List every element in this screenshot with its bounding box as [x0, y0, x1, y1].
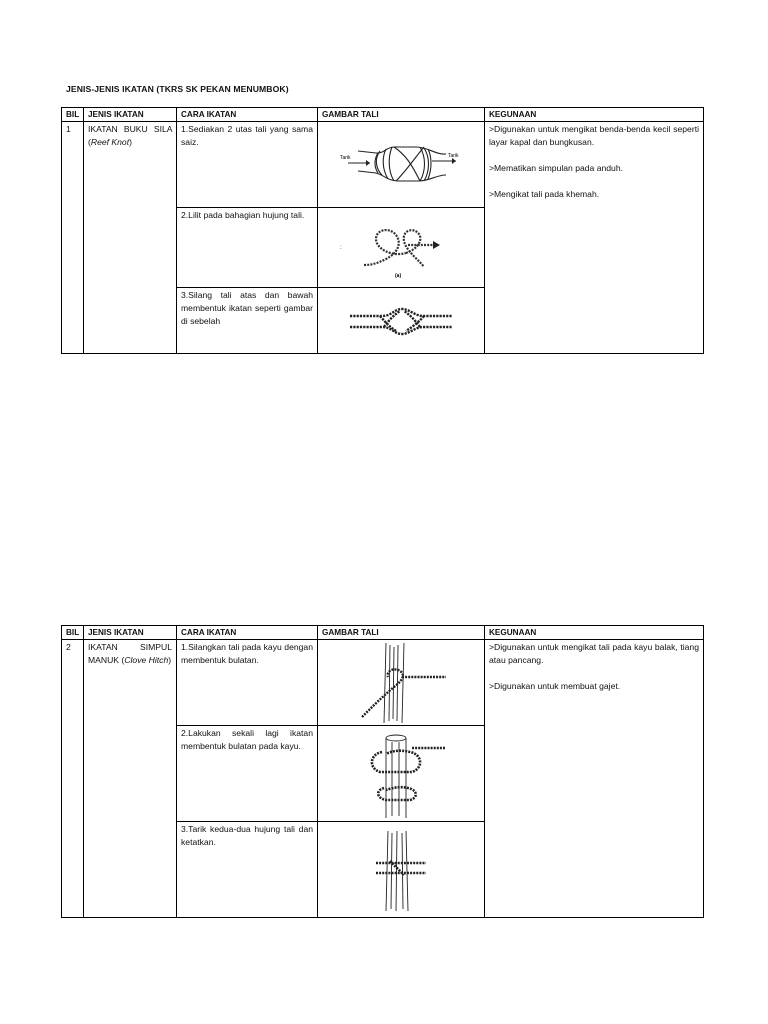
row-number: 1 — [62, 122, 84, 354]
header-gambar-tali: GAMBAR TALI — [318, 108, 485, 122]
step-3: 3.Tarik kedua-dua hujung tali dan ketatkan. — [177, 822, 318, 918]
reef-knot-step1-image — [336, 135, 466, 195]
uses-cell — [485, 640, 704, 918]
knot-name-cell — [84, 122, 177, 354]
step-1: 1.Sediakan 2 utas tali yang sama saiz. — [177, 122, 318, 208]
paren-close: ) — [168, 655, 172, 665]
step-2: 2.Lilit pada bahagian hujung tali. — [177, 208, 318, 288]
paren-open: ( — [121, 655, 125, 665]
image-cell — [318, 640, 485, 726]
paren-open: ( — [88, 137, 91, 147]
header-cara-ikatan: CARA IKATAN — [177, 108, 318, 122]
use-2: >Mematikan simpulan pada anduh. — [489, 163, 624, 173]
figure-label: (a) — [395, 272, 402, 279]
use-3: >Mengikat tali pada khemah. — [489, 189, 600, 199]
clove-hitch-step3-image — [346, 827, 456, 913]
svg-text::: : — [340, 244, 342, 251]
reef-knot-step3-image — [336, 301, 466, 341]
image-cell — [318, 822, 485, 918]
document-title: JENIS-JENIS IKATAN (TKRS SK PEKAN MENUMBOK) — [66, 84, 289, 94]
knot-english-name: Reef Knot — [90, 137, 130, 147]
knot-name: IKATAN SIMPUL MANUK — [88, 642, 172, 665]
use-1: >Digunakan untuk mengikat tali pada kayu balak, tiang atau pancang. — [489, 642, 699, 665]
knot-english-name: Clove Hitch — [124, 655, 169, 665]
reef-knot-step2-image — [336, 215, 466, 281]
header-jenis-ikatan: JENIS IKATAN — [84, 626, 177, 640]
knot-name: IKATAN BUKU SILA — [88, 124, 172, 134]
header-gambar-tali: GAMBAR TALI — [318, 626, 485, 640]
clove-hitch-table — [61, 625, 704, 918]
header-kegunaan: KEGUNAAN — [485, 108, 704, 122]
pull-left-label: Tarik — [340, 154, 351, 161]
image-cell — [318, 208, 485, 288]
header-bil: BIL — [62, 626, 84, 640]
header-bil: BIL — [62, 108, 84, 122]
image-cell — [318, 726, 485, 822]
table-row — [62, 122, 704, 208]
table-header-row — [62, 626, 704, 640]
step-3: 3.Silang tali atas dan bawah membentuk ikatan seperti gambar di sebelah — [177, 288, 318, 354]
clove-hitch-step2-image — [346, 728, 456, 820]
header-kegunaan: KEGUNAAN — [485, 626, 704, 640]
header-jenis-ikatan: JENIS IKATAN — [84, 108, 177, 122]
reef-knot-table — [61, 107, 704, 354]
header-cara-ikatan: CARA IKATAN — [177, 626, 318, 640]
pull-right-label: Tarik — [448, 152, 459, 159]
clove-hitch-step1-image — [346, 641, 456, 725]
uses-cell — [485, 122, 704, 354]
step-1: 1.Silangkan tali pada kayu dengan membentuk bulatan. — [177, 640, 318, 726]
row-number: 2 — [62, 640, 84, 918]
use-1: >Digunakan untuk mengikat benda-benda kecil seperti layar kapal dan bungkusan. — [489, 124, 699, 147]
image-cell — [318, 122, 485, 208]
table-header-row — [62, 108, 704, 122]
use-2: >Digunakan untuk membuat gajet. — [489, 681, 621, 691]
table-row — [62, 640, 704, 726]
step-2: 2.Lakukan sekali lagi ikatan membentuk bulatan pada kayu. — [177, 726, 318, 822]
image-cell — [318, 288, 485, 354]
knot-name-cell — [84, 640, 177, 918]
paren-close: ) — [129, 137, 132, 147]
